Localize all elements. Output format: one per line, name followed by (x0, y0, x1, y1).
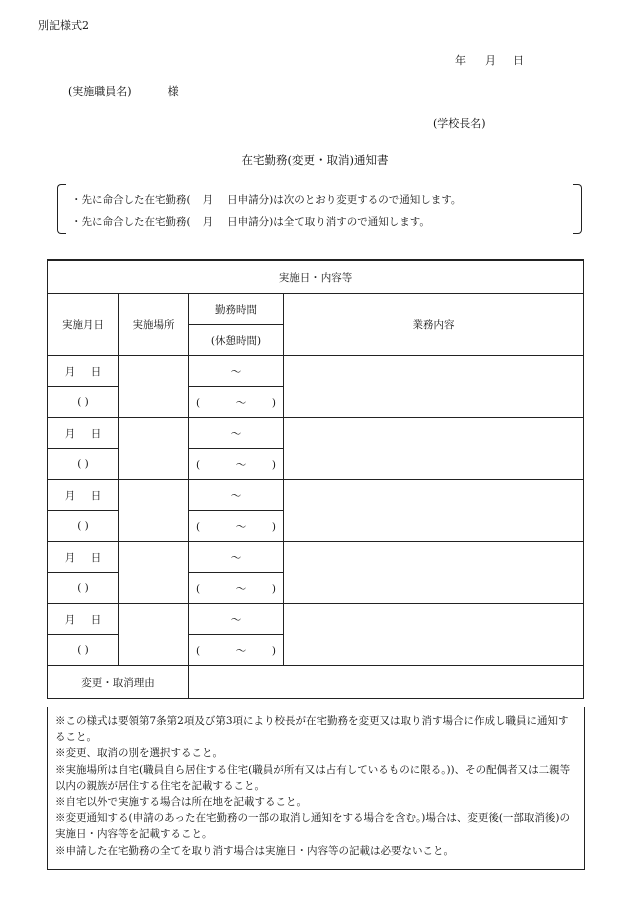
entry-place-cell[interactable] (119, 356, 189, 418)
entry-date-cell[interactable]: 月 日 (48, 356, 119, 387)
schedule-table (47, 259, 584, 699)
reason-input-cell[interactable] (189, 666, 584, 699)
bracket-left (57, 184, 66, 234)
entry-content-cell[interactable] (284, 604, 584, 666)
entry-content-cell[interactable] (284, 480, 584, 542)
notice-option-cancel: ・先に命合した在宅勤務( 月 日申請分)は全て取り消すので通知します。 (71, 216, 430, 228)
date-month-label: 月 (485, 54, 496, 67)
entry-work-time-cell[interactable]: ～ (189, 480, 284, 511)
notice-option-change: ・先に命合した在宅勤務( 月 日申請分)は次のとおり変更するので通知します。 (71, 194, 462, 206)
entry-date-cell[interactable]: 月 日 (48, 480, 119, 511)
bracket-right (573, 184, 582, 234)
reason-label: 変更・取消理由 (48, 666, 189, 699)
note-item: ※申請した在宅勤務の全てを取り消す場合は実施日・内容等の記載は必要ないこと。 (55, 844, 454, 857)
sender-label: (学校長名) (433, 117, 486, 130)
entry-rest-time-cell[interactable]: ( ～ ) (189, 387, 284, 418)
entry-place-cell[interactable] (119, 480, 189, 542)
recipient-line (68, 83, 179, 99)
header-place: 実施場所 (119, 294, 189, 356)
entry-weekday-cell[interactable]: ( ) (48, 573, 119, 604)
recipient-name-label: (実施職員名) (68, 85, 132, 98)
document-title: 在宅勤務(変更・取消)通知書 (241, 153, 389, 167)
entry-date-cell[interactable]: 月 日 (48, 542, 119, 573)
entry-weekday-cell[interactable]: ( ) (48, 387, 119, 418)
note-item: ※変更、取消の別を選択すること。 (55, 747, 223, 760)
header-date: 実施月日 (48, 294, 119, 356)
note-item: ※実施場所は自宅(職員自ら居住する住宅(職員が所有又は占有しているものに限る。))、その配偶者又は二親等以内の親族が居住する住宅を記載すること。 (55, 763, 571, 792)
entry-work-time-cell[interactable]: ～ (189, 356, 284, 387)
entry-rest-time-cell[interactable]: ( ～ ) (189, 573, 284, 604)
entry-work-time-cell[interactable]: ～ (189, 604, 284, 635)
date-year-label: 年 (455, 54, 466, 67)
header-rest-time: (休憩時間) (189, 325, 284, 356)
section-title: 実施日・内容等 (48, 260, 584, 294)
note-item: ※変更通知する(申請のあった在宅勤務の一部の取消し通知をする場合を含む。)場合は、変更後(一部取消後)の実施日・内容等を記載すること。 (55, 812, 571, 841)
entry-place-cell[interactable] (119, 604, 189, 666)
entry-date-cell[interactable]: 月 日 (48, 418, 119, 449)
notice-bracket (57, 184, 582, 234)
entry-content-cell[interactable] (284, 356, 584, 418)
entry-weekday-cell[interactable]: ( ) (48, 449, 119, 480)
date-day-label: 日 (513, 54, 524, 67)
entry-content-cell[interactable] (284, 542, 584, 604)
entry-work-time-cell[interactable]: ～ (189, 418, 284, 449)
note-item: ※自宅以外で実施する場合は所在地を記載すること。 (55, 796, 307, 809)
entry-rest-time-cell[interactable]: ( ～ ) (189, 449, 284, 480)
entry-date-cell[interactable]: 月 日 (48, 604, 119, 635)
entry-work-time-cell[interactable]: ～ (189, 542, 284, 573)
form-number-label: 別記様式2 (38, 19, 89, 32)
entry-weekday-cell[interactable]: ( ) (48, 511, 119, 542)
date-line (455, 52, 524, 68)
entry-place-cell[interactable] (119, 418, 189, 480)
entry-place-cell[interactable] (119, 542, 189, 604)
header-work-time: 勤務時間 (189, 294, 284, 325)
entry-rest-time-cell[interactable]: ( ～ ) (189, 635, 284, 666)
entry-rest-time-cell[interactable]: ( ～ ) (189, 511, 284, 542)
note-item: ※この様式は要領第7条第2項及び第3項により校長が在宅勤務を変更又は取り消す場合に作成し職員に通知すること。 (55, 715, 569, 744)
entry-weekday-cell[interactable]: ( ) (48, 635, 119, 666)
entry-content-cell[interactable] (284, 418, 584, 480)
notes-box (47, 707, 585, 870)
recipient-suffix: 様 (167, 85, 179, 98)
header-content: 業務内容 (284, 294, 584, 356)
